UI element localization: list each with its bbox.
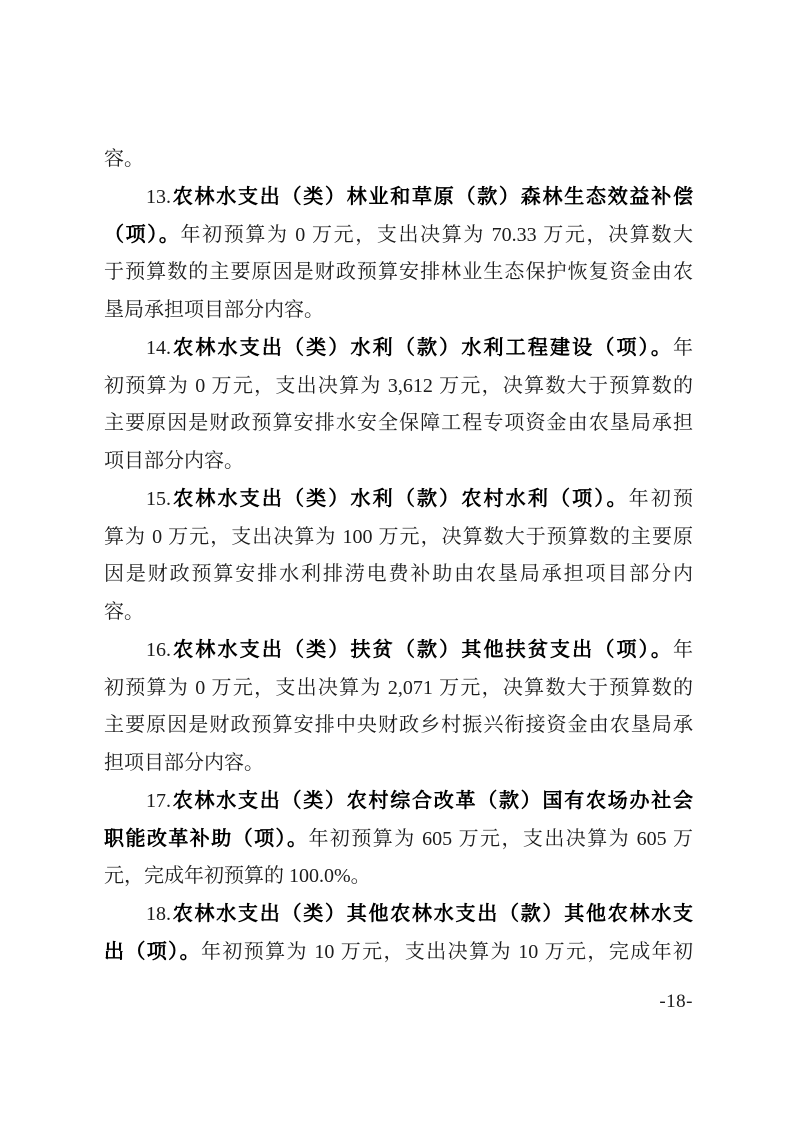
text-line [104, 368, 693, 406]
item-number: 13. [146, 185, 171, 208]
body-text: 容。 [104, 601, 144, 623]
body-text: 担项目部分内容。 [104, 752, 264, 774]
item-heading: 农林水支出（类）水利（款）农村水利（项）。 [171, 487, 629, 510]
body-text: 初预算为 0 万元，支出决算为 3,612 万元，决算数大于预算数的 [104, 374, 693, 397]
item-18-heading-line [104, 896, 693, 934]
body-text: 年初预 [628, 487, 693, 510]
text-line [104, 254, 693, 292]
item-15-heading-line [104, 481, 693, 519]
body-text: 主要原因是财政预算安排水安全保障工程专项资金由农垦局承担 [104, 412, 693, 435]
text-line [104, 821, 693, 859]
item-number: 17. [146, 789, 171, 812]
text-line [104, 519, 693, 557]
item-heading: 职能改革补助（项）。 [104, 827, 309, 850]
text-line [104, 745, 693, 783]
item-16-heading-line [104, 632, 693, 670]
item-heading: 农林水支出（类）水利（款）水利工程建设（项）。 [171, 336, 673, 359]
text-line [104, 217, 693, 255]
text-line [104, 443, 693, 481]
text-line [104, 292, 693, 330]
body-text: 年初预算为 605 万元，支出决算为 605 万 [308, 827, 693, 850]
item-heading: 农林水支出（类）扶贫（款）其他扶贫支出（项）。 [171, 638, 673, 661]
text-line [104, 141, 693, 179]
body-text: 年 [673, 336, 693, 359]
body-text: 初预算为 0 万元，支出决算为 2,071 万元，决算数大于预算数的 [104, 676, 693, 699]
body-text: 主要原因是财政预算安排中央财政乡村振兴衔接资金由农垦局承 [104, 714, 693, 737]
item-heading: 农林水支出（类）林业和草原（款）森林生态效益补偿 [171, 185, 693, 208]
body-text: 于预算数的主要原因是财政预算安排林业生态保护恢复资金由农 [104, 261, 693, 284]
text-line [104, 707, 693, 745]
item-number: 18. [146, 903, 171, 925]
body-text: 年初预算为 10 万元，支出决算为 10 万元，完成年初 [200, 940, 693, 963]
page-footer-number: -18- [659, 991, 693, 1012]
item-14-heading-line [104, 330, 693, 368]
body-text: 因是财政预算安排水利排涝电费补助由农垦局承担项目部分内 [104, 563, 693, 586]
item-heading: （项）。 [104, 223, 181, 246]
item-number: 15. [146, 487, 171, 510]
text-line [104, 405, 693, 443]
item-13-heading-line [104, 179, 693, 217]
item-17-heading-line [104, 783, 693, 821]
text-line [104, 858, 693, 896]
body-text: 年初预算为 0 万元，支出决算为 70.33 万元，决算数大 [180, 223, 693, 246]
body-text: 算为 0 万元，支出决算为 100 万元，决算数大于预算数的主要原 [104, 525, 693, 548]
text-line [104, 670, 693, 708]
item-heading: 出（项）。 [104, 940, 201, 963]
body-text: 元，完成年初预算的 100.0%。 [104, 865, 371, 888]
item-heading: 农林水支出（类）其他农林水支出（款）其他农林水支 [171, 903, 693, 925]
body-text: 项目部分内容。 [104, 450, 244, 472]
body-text: 年 [673, 638, 693, 661]
item-number: 16. [146, 638, 171, 661]
document-body [104, 141, 693, 972]
text-line [104, 556, 693, 594]
text-line [104, 934, 693, 972]
body-text: 垦局承担项目部分内容。 [104, 299, 324, 321]
item-number: 14. [146, 336, 171, 359]
text-line [104, 594, 693, 632]
item-heading: 农林水支出（类）农村综合改革（款）国有农场办社会 [171, 789, 693, 812]
body-text: 容。 [104, 148, 144, 170]
